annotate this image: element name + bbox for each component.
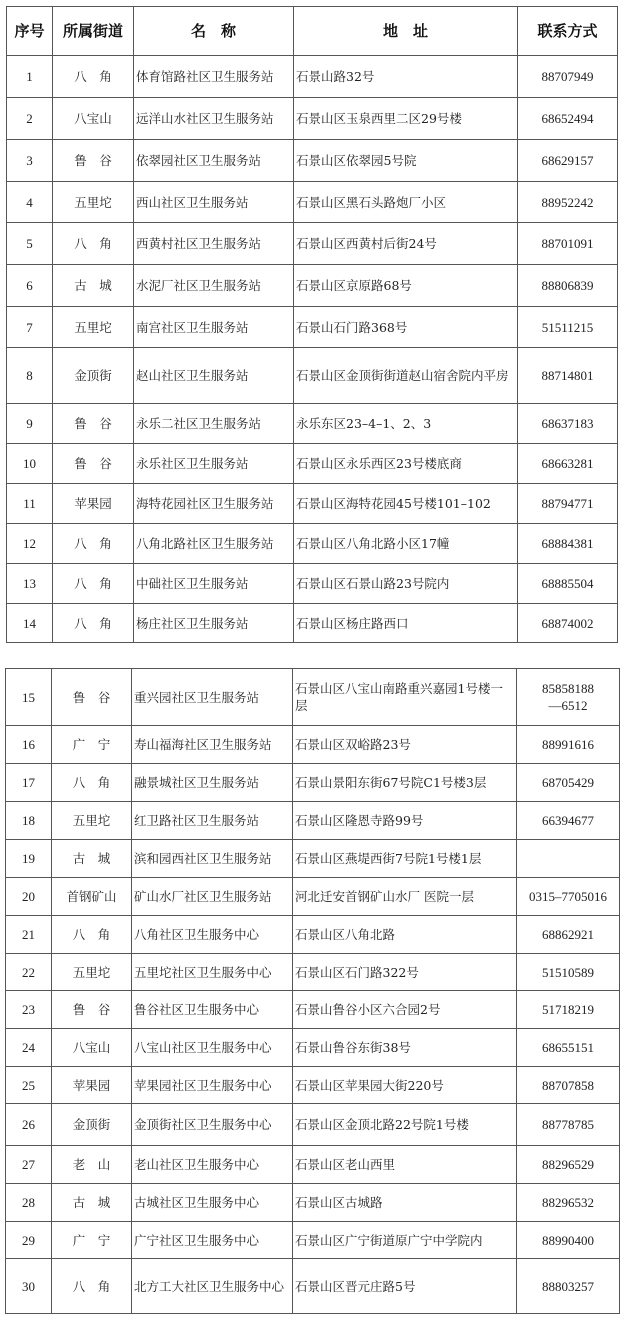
row-index: 29: [6, 1222, 52, 1259]
row-index: 9: [7, 404, 53, 444]
row-street: 八 角: [52, 1259, 132, 1314]
row-street: 广 宁: [52, 726, 132, 764]
row-name: 老山社区卫生服务中心: [132, 1146, 293, 1184]
row-address: 石景山区杨庄路西口: [294, 604, 518, 643]
phone-number: 88952242: [541, 194, 594, 210]
row-name: 永乐社区卫生服务站: [134, 444, 294, 484]
row-name: 矿山水厂社区卫生服务站: [132, 878, 293, 916]
row-address: 石景山区苹果园大街220号: [293, 1067, 517, 1104]
phone-number: 85858188: [542, 681, 594, 696]
row-street: 八 角: [53, 604, 134, 643]
table-row: [6, 878, 620, 916]
row-address: 永乐东区23–4–1、2、3: [294, 404, 518, 444]
table-row: [6, 1184, 620, 1222]
row-name: 苹果园社区卫生服务中心: [132, 1067, 293, 1104]
table-row: [6, 1067, 620, 1104]
table-row: [6, 1104, 620, 1146]
row-address: 石景山区八角北路: [293, 916, 517, 954]
row-phone: [517, 1146, 620, 1184]
row-name: 水泥厂社区卫生服务站: [134, 265, 294, 307]
row-index: 14: [7, 604, 53, 643]
row-index: 25: [6, 1067, 52, 1104]
row-name: 重兴园社区卫生服务站: [132, 669, 293, 726]
phone-number: 88990400: [542, 1232, 594, 1248]
row-phone: [518, 98, 618, 140]
row-phone: [517, 840, 620, 878]
row-index: 16: [6, 726, 52, 764]
row-phone: [517, 1184, 620, 1222]
row-street: 八 角: [52, 764, 132, 802]
row-name: 西黄村社区卫生服务站: [134, 223, 294, 265]
row-address: 石景山区八角北路小区17幢: [294, 524, 518, 564]
row-street: 鲁 谷: [53, 404, 134, 444]
row-phone: [518, 307, 618, 348]
row-street: 八 角: [52, 916, 132, 954]
row-address: 石景山区金顶北路22号院1号楼: [293, 1104, 517, 1146]
table-row: [7, 348, 618, 404]
row-street: 金顶街: [53, 348, 134, 404]
row-phone: [517, 764, 620, 802]
row-name: 永乐二社区卫生服务站: [134, 404, 294, 444]
phone-number: 88991616: [542, 737, 594, 752]
row-phone: [517, 916, 620, 954]
row-name: 赵山社区卫生服务站: [134, 348, 294, 404]
row-address: 石景山区燕堤西街7号院1号楼1层: [293, 840, 517, 878]
row-address: 石景山区石门路322号: [293, 954, 517, 991]
phone-number: 88714801: [541, 368, 594, 383]
row-street: 八宝山: [52, 1029, 132, 1067]
phone-number: 88707949: [541, 69, 594, 84]
row-name: 滨和园西社区卫生服务站: [132, 840, 293, 878]
row-index: 17: [6, 764, 52, 802]
row-street: 八 角: [53, 56, 134, 98]
row-phone: [518, 444, 618, 484]
row-phone: [517, 1104, 620, 1146]
row-phone: [517, 878, 620, 916]
table-row: [6, 840, 620, 878]
row-phone: [518, 265, 618, 307]
row-street: 五里坨: [52, 802, 132, 840]
health-station-table-part1: [6, 6, 618, 643]
table-row: [6, 991, 620, 1029]
row-street: 八 角: [53, 223, 134, 265]
row-address: 石景山区黑石头路炮厂小区: [294, 182, 518, 223]
table-row: [7, 98, 618, 140]
phone-number: 68637183: [541, 416, 594, 431]
row-address: 石景山区石景山路23号院内: [294, 564, 518, 604]
row-street: 金顶街: [52, 1104, 132, 1146]
row-street: 五里坨: [52, 954, 132, 991]
row-street: 古 城: [53, 265, 134, 307]
row-name: 红卫路社区卫生服务站: [132, 802, 293, 840]
row-index: 12: [7, 524, 53, 564]
table-row: [6, 669, 620, 726]
table-row: [7, 265, 618, 307]
row-index: 11: [7, 484, 53, 524]
row-address: 石景山区老山西里: [293, 1146, 517, 1184]
row-phone: [518, 140, 618, 182]
row-name: 寿山福海社区卫生服务站: [132, 726, 293, 764]
row-index: 26: [6, 1104, 52, 1146]
row-address: 石景山区金顶街街道赵山宿舍院内平房: [294, 348, 518, 404]
row-name: 南宫社区卫生服务站: [134, 307, 294, 348]
row-address: 石景山区隆恩寺路99号: [293, 802, 517, 840]
row-address: 石景山区依翠园5号院: [294, 140, 518, 182]
row-index: 4: [7, 182, 53, 223]
table-row: [7, 524, 618, 564]
row-address: 石景山区双峪路23号: [293, 726, 517, 764]
row-street: 八 角: [53, 524, 134, 564]
table-row: [7, 182, 618, 223]
row-street: 八 角: [53, 564, 134, 604]
row-name: 北方工大社区卫生服务中心: [132, 1259, 293, 1314]
row-address: 石景山区海特花园45号楼101–102: [294, 484, 518, 524]
phone-number: 68705429: [542, 775, 594, 790]
phone-number: 88778785: [542, 1117, 594, 1132]
row-index: 3: [7, 140, 53, 182]
row-phone: [517, 1259, 620, 1314]
row-street: 老 山: [52, 1146, 132, 1184]
table-row: [6, 1259, 620, 1314]
row-index: 15: [6, 669, 52, 726]
row-street: 鲁 谷: [53, 444, 134, 484]
row-name: 体育馆路社区卫生服务站: [134, 56, 294, 98]
row-address: 石景山鲁谷东街38号: [293, 1029, 517, 1067]
row-phone: [518, 484, 618, 524]
table-row: [7, 484, 618, 524]
row-name: 中础社区卫生服务站: [134, 564, 294, 604]
row-phone: [517, 802, 620, 840]
row-name: 融景城社区卫生服务站: [132, 764, 293, 802]
row-phone: [518, 404, 618, 444]
table-row: [7, 604, 618, 643]
row-address: 石景山区晋元庄路5号: [293, 1259, 517, 1314]
row-address: 石景山景阳东街67号院C1号楼3层: [293, 764, 517, 802]
row-phone: [518, 223, 618, 265]
row-phone: [517, 954, 620, 991]
row-phone: [517, 726, 620, 764]
row-phone: [517, 1029, 620, 1067]
row-street: 首钢矿山: [52, 878, 132, 916]
row-street: 鲁 谷: [52, 669, 132, 726]
row-index: 13: [7, 564, 53, 604]
header-street: 所属街道: [53, 7, 134, 56]
row-address: 河北迁安首钢矿山水厂 医院一层: [293, 878, 517, 916]
phone-number: 68652494: [541, 111, 594, 126]
table-row: [6, 802, 620, 840]
table-row: [6, 954, 620, 991]
row-phone: [518, 56, 618, 98]
phone-number: 88296529: [542, 1157, 594, 1172]
row-name: 五里坨社区卫生服务中心: [132, 954, 293, 991]
row-index: 21: [6, 916, 52, 954]
table-row: [6, 764, 620, 802]
row-index: 24: [6, 1029, 52, 1067]
phone-number: 51511215: [541, 319, 594, 335]
phone-number: 68862921: [542, 927, 594, 942]
phone-extension: ––6512: [548, 698, 588, 713]
row-index: 20: [6, 878, 52, 916]
row-index: 1: [7, 56, 53, 98]
row-index: 10: [7, 444, 53, 484]
row-address: 石景山路32号: [294, 56, 518, 98]
row-phone: [518, 564, 618, 604]
phone-number: 88707858: [542, 1077, 594, 1093]
health-station-table-part2: [5, 668, 620, 1314]
table-row: [7, 140, 618, 182]
row-phone: [517, 1222, 620, 1259]
row-address: 石景山区古城路: [293, 1184, 517, 1222]
row-street: 五里坨: [53, 182, 134, 223]
row-address: 石景山石门路368号: [294, 307, 518, 348]
phone-number: 0315–7705016: [529, 889, 607, 904]
header-index: 序号: [7, 7, 53, 56]
phone-number: 68874002: [541, 615, 594, 631]
phone-number: 88806839: [541, 278, 594, 293]
row-index: 5: [7, 223, 53, 265]
phone-number: 68655151: [542, 1040, 594, 1055]
phone-number: 68663281: [541, 456, 594, 471]
table-header-row: [7, 7, 618, 56]
row-address: 石景山区玉泉西里二区29号楼: [294, 98, 518, 140]
row-street: 鲁 谷: [53, 140, 134, 182]
row-index: 23: [6, 991, 52, 1029]
row-phone: [518, 604, 618, 643]
row-name: 鲁谷社区卫生服务中心: [132, 991, 293, 1029]
phone-number: 51510589: [542, 964, 594, 980]
table-row: [6, 726, 620, 764]
row-address: 石景山区八宝山南路重兴嘉园1号楼一层: [293, 669, 517, 726]
phone-number: 68884381: [541, 536, 594, 551]
row-address: 石景山区西黄村后街24号: [294, 223, 518, 265]
phone-number: 88803257: [542, 1278, 594, 1294]
table-row: [6, 1146, 620, 1184]
header-contact: 联系方式: [518, 7, 618, 56]
phone-number: 88296532: [542, 1195, 594, 1210]
row-name: 古城社区卫生服务中心: [132, 1184, 293, 1222]
row-street: 古 城: [52, 840, 132, 878]
table-row: [7, 444, 618, 484]
row-street: 古 城: [52, 1184, 132, 1222]
row-address: 石景山区永乐西区23号楼底商: [294, 444, 518, 484]
row-street: 鲁 谷: [52, 991, 132, 1029]
row-index: 2: [7, 98, 53, 140]
row-street: 五里坨: [53, 307, 134, 348]
table-row: [6, 916, 620, 954]
phone-number: 51718219: [542, 1002, 594, 1017]
row-index: 19: [6, 840, 52, 878]
row-index: 27: [6, 1146, 52, 1184]
row-name: 远洋山水社区卫生服务站: [134, 98, 294, 140]
row-street: 广 宁: [52, 1222, 132, 1259]
table-row: [7, 223, 618, 265]
row-index: 8: [7, 348, 53, 404]
phone-number: 88794771: [541, 496, 594, 511]
header-name: 名 称: [134, 7, 294, 56]
row-name: 西山社区卫生服务站: [134, 182, 294, 223]
row-phone: [517, 991, 620, 1029]
row-name: 依翠园社区卫生服务站: [134, 140, 294, 182]
table-row: [7, 307, 618, 348]
row-index: 30: [6, 1259, 52, 1314]
row-address: 石景山区广宁街道原广宁中学院内: [293, 1222, 517, 1259]
row-phone: [518, 524, 618, 564]
phone-number: 66394677: [542, 813, 594, 828]
row-name: 海特花园社区卫生服务站: [134, 484, 294, 524]
phone-number: 68885504: [541, 576, 594, 591]
row-name: 金顶街社区卫生服务中心: [132, 1104, 293, 1146]
row-index: 22: [6, 954, 52, 991]
row-phone: [517, 1067, 620, 1104]
row-phone: [518, 182, 618, 223]
row-street: 八宝山: [53, 98, 134, 140]
row-name: 广宁社区卫生服务中心: [132, 1222, 293, 1259]
row-index: 28: [6, 1184, 52, 1222]
row-address: 石景山鲁谷小区六合园2号: [293, 991, 517, 1029]
row-index: 7: [7, 307, 53, 348]
row-phone: [517, 669, 620, 726]
header-address: 地 址: [294, 7, 518, 56]
phone-number: 68629157: [541, 153, 594, 168]
table-row: [6, 1029, 620, 1067]
row-index: 18: [6, 802, 52, 840]
row-index: 6: [7, 265, 53, 307]
row-phone: [518, 348, 618, 404]
row-name: 八角北路社区卫生服务站: [134, 524, 294, 564]
phone-number: 88701091: [541, 236, 594, 251]
row-name: 杨庄社区卫生服务站: [134, 604, 294, 643]
row-address: 石景山区京原路68号: [294, 265, 518, 307]
row-street: 苹果园: [53, 484, 134, 524]
row-name: 八宝山社区卫生服务中心: [132, 1029, 293, 1067]
table-row: [7, 404, 618, 444]
row-street: 苹果园: [52, 1067, 132, 1104]
table-row: [7, 56, 618, 98]
row-name: 八角社区卫生服务中心: [132, 916, 293, 954]
table-row: [6, 1222, 620, 1259]
table-row: [7, 564, 618, 604]
